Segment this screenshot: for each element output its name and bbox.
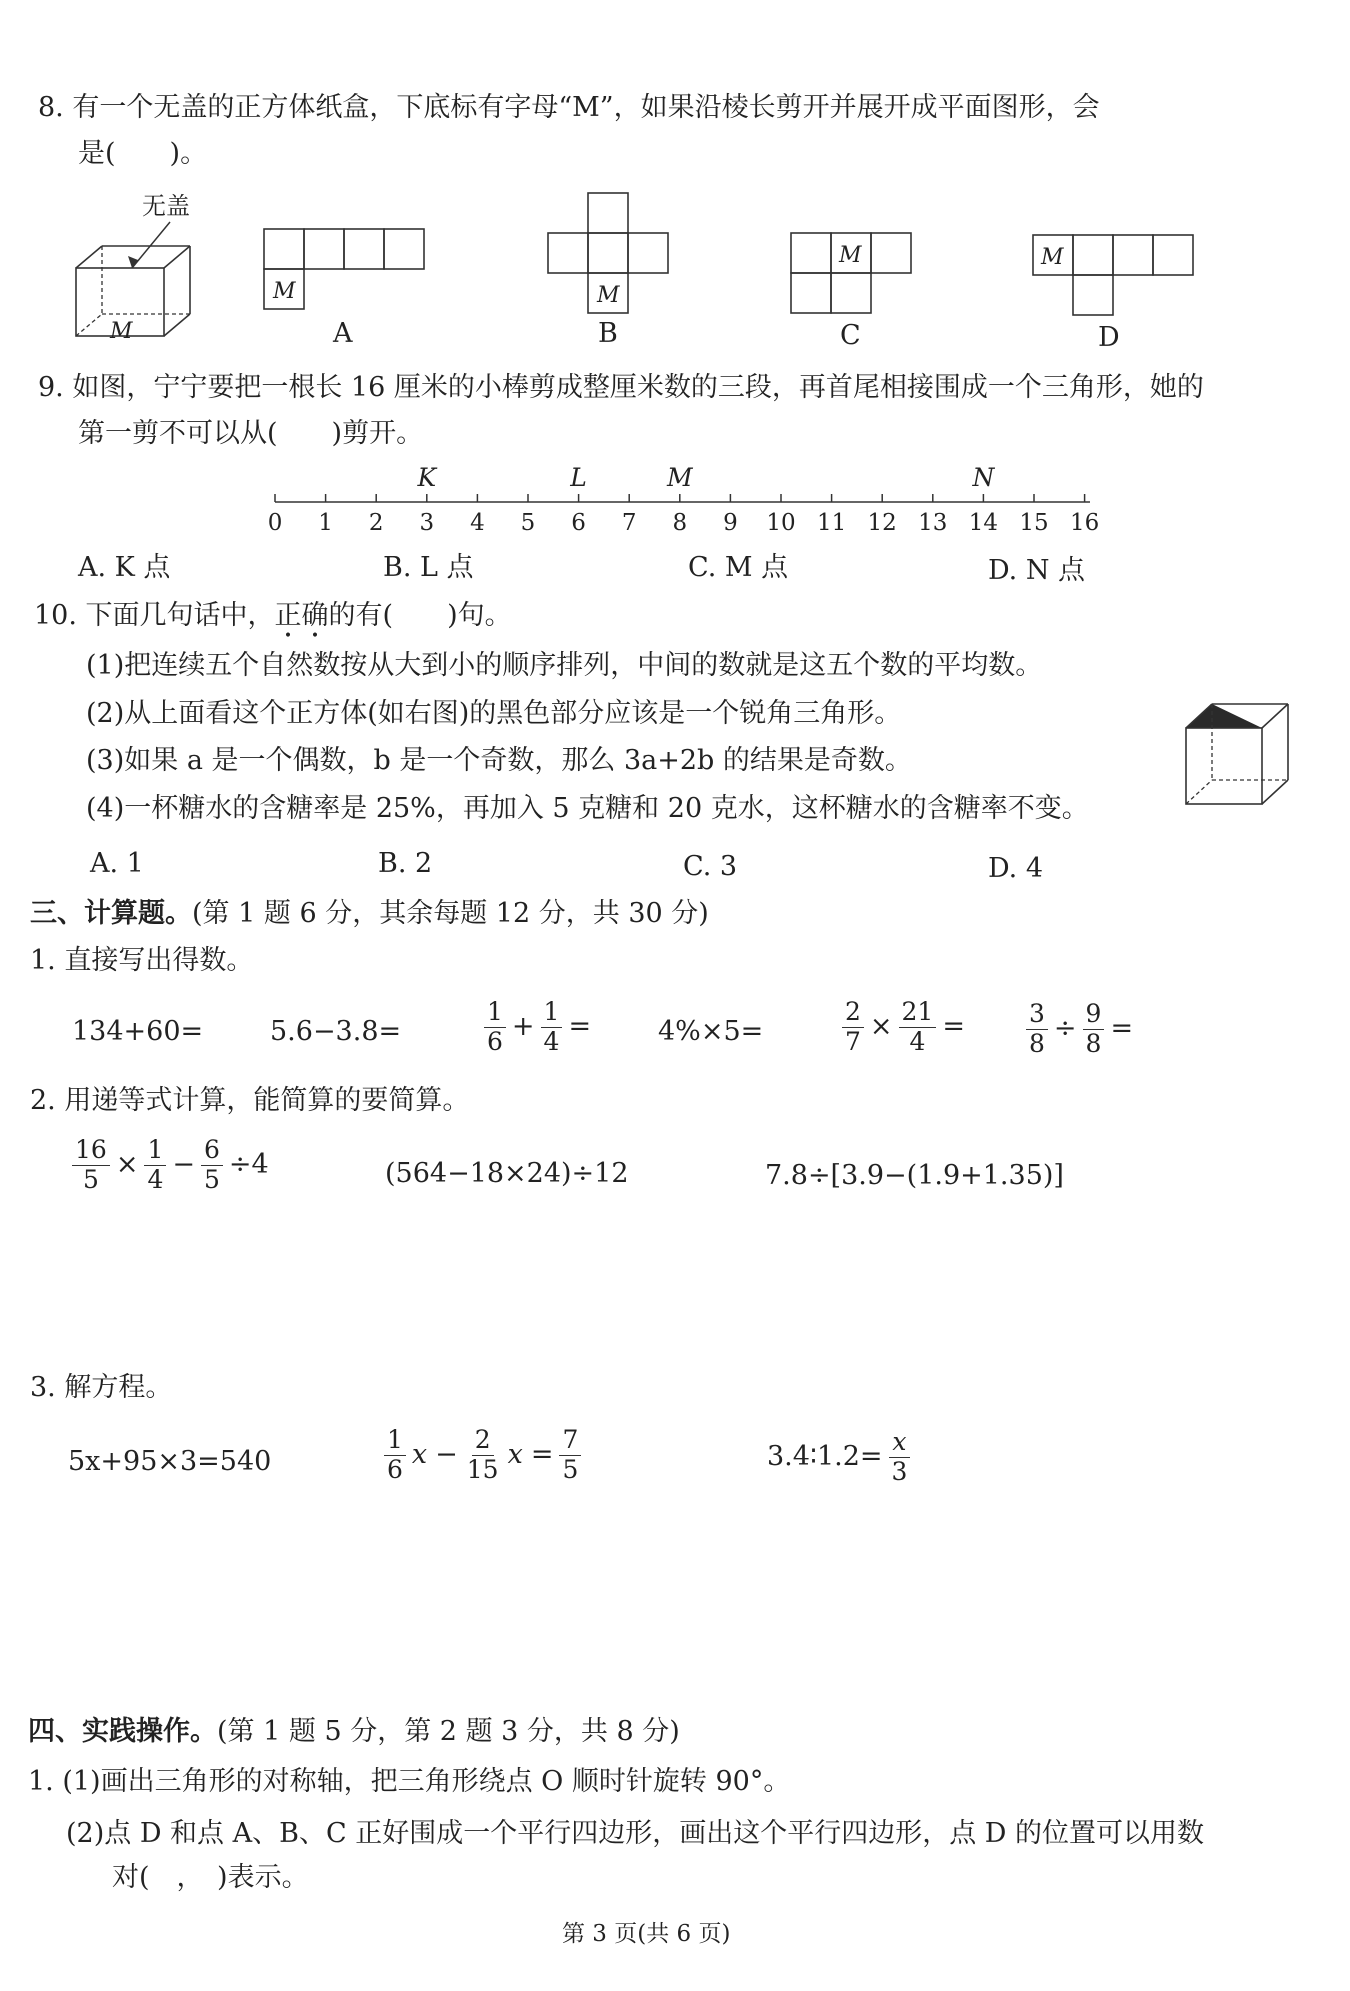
q10-item-3: (3)如果 a 是一个偶数，b 是一个奇数，那么 3a+2b 的结果是奇数。 xyxy=(86,745,912,776)
q3b-frac-1: $\frac{1}{6}$ xyxy=(384,1426,406,1485)
ruler-tick-label: 4 xyxy=(470,510,485,536)
e5-frac-b: $\frac{21}{4}$ xyxy=(899,998,937,1057)
ruler-point-label: K xyxy=(417,463,437,492)
s4-q1-line1: 1. (1)画出三角形的对称轴，把三角形绕点 O 顺时针旋转 90°。 xyxy=(28,1766,791,1797)
section4-note: (第 1 题 5 分，第 2 题 3 分，共 8 分) xyxy=(217,1716,680,1747)
section3-title: 三、计算题。 xyxy=(30,898,192,929)
page-footer: 第 3 页(共 6 页) xyxy=(562,1921,731,1947)
s3-q3-c: 3.4∶1.2= $\frac{x}{3}$ xyxy=(763,1428,912,1487)
q10-stem xyxy=(34,600,512,632)
s3-q1-e2: 5.6−3.8= xyxy=(270,1016,402,1047)
s3-q2-title: 2. 用递等式计算，能简算的要简算。 xyxy=(30,1085,470,1116)
ruler-tick-label: 12 xyxy=(867,510,897,536)
e3-frac-b: $\frac{1}{4}$ xyxy=(541,998,563,1057)
q10-option-d: D. 4 xyxy=(988,853,1044,884)
q9-ruler xyxy=(267,462,1100,542)
q10-item-2: (2)从上面看这个正方体(如右图)的黑色部分应该是一个锐角三角形。 xyxy=(86,698,902,729)
ruler-tick-label: 14 xyxy=(968,510,999,536)
ruler-tick-label: 11 xyxy=(816,510,847,536)
ruler-tick-label: 0 xyxy=(267,510,283,536)
black-triangle xyxy=(1186,704,1262,728)
section4-title: 四、实践操作。 xyxy=(28,1716,217,1747)
q10-cube-figure xyxy=(1180,700,1300,820)
e3-frac-a: $\frac{1}{6}$ xyxy=(484,998,506,1057)
e6-frac-b: $\frac{9}{8}$ xyxy=(1083,1000,1105,1059)
cube-no-lid-label: 无盖 xyxy=(142,192,190,220)
q8-option-b: B xyxy=(598,318,618,349)
ruler-point-label: L xyxy=(570,463,587,492)
q9-option-d: D. N 点 xyxy=(988,555,1086,586)
s3-q2-a: $\frac{16}{5}$ × $\frac{1}{4}$ − $\frac{6}{5}$ ÷4 xyxy=(70,1136,273,1195)
q9-option-c: C. M 点 xyxy=(688,552,789,583)
q3b-frac-3: $\frac{7}{5}$ xyxy=(559,1426,581,1485)
q3b-frac-2: $\frac{2}{15}$ xyxy=(466,1425,499,1484)
ruler-tick-label: 9 xyxy=(723,510,738,536)
q8-net-a xyxy=(263,228,433,318)
q10-emph-2: 确 xyxy=(301,600,329,631)
q8-net-c xyxy=(790,232,920,322)
s3-q3-b: $\frac{1}{6}$ x − $\frac{2}{15}$ x = $\frac{7}{5}$ xyxy=(382,1426,583,1485)
q8-option-d: D xyxy=(1098,322,1120,353)
s3-q1-e4: 4%×5= xyxy=(658,1016,764,1047)
section3-note: (第 1 题 6 分，其余每题 12 分，共 30 分) xyxy=(192,898,709,929)
e5-frac-a: $\frac{2}{7}$ xyxy=(842,998,864,1057)
q9-line1: 9. 如图，宁宁要把一根长 16 厘米的小棒剪成整厘米数的三段，再首尾相接围成一个三角形，她的 xyxy=(38,372,1204,403)
q10-item-1: (1)把连续五个自然数按从大到小的顺序排列，中间的数就是这五个数的平均数。 xyxy=(86,650,1043,681)
q10-emph-1: 正 xyxy=(274,600,302,631)
ruler-tick-label: 6 xyxy=(571,510,586,536)
q8-cube-figure xyxy=(70,190,210,350)
ruler-tick-label: 1 xyxy=(318,510,333,536)
q8-line2: 是( )。 xyxy=(78,138,208,169)
ruler-tick-label: 3 xyxy=(419,510,435,536)
q10-option-a: A. 1 xyxy=(90,848,144,879)
ruler-point-label: N xyxy=(972,463,995,492)
q8-net-b xyxy=(547,192,677,322)
ruler-tick-label: 8 xyxy=(672,510,688,536)
ruler-tick-label: 10 xyxy=(766,510,796,536)
section3-heading xyxy=(30,898,709,930)
s3-q3-a: 5x+95×3=540 xyxy=(68,1446,272,1477)
q10-item-4: (4)一杯糖水的含糖率是 25%，再加入 5 克糖和 20 克水，这杯糖水的含糖率不变。 xyxy=(86,793,1089,824)
net-d-letter: M xyxy=(1041,245,1064,270)
s3-q2-b: (564−18×24)÷12 xyxy=(385,1158,629,1189)
q10-suffix: 的有( )句。 xyxy=(328,600,512,631)
q2a-frac-2: $\frac{1}{4}$ xyxy=(144,1136,166,1195)
s3-q1-title: 1. 直接写出得数。 xyxy=(30,945,254,976)
ruler-tick-label: 7 xyxy=(621,510,637,536)
section4-heading xyxy=(28,1716,680,1748)
ruler-tick-label: 2 xyxy=(368,510,384,536)
e6-frac-a: $\frac{3}{8}$ xyxy=(1026,1000,1048,1059)
ruler-tick-label: 13 xyxy=(918,510,948,536)
cube-letter-m: M xyxy=(110,319,133,344)
net-b-letter: M xyxy=(597,283,620,308)
s3-q1-e5: $\frac{2}{7}$ × $\frac{21}{4}$ = xyxy=(840,998,969,1057)
ruler-tick-label: 16 xyxy=(1069,510,1100,536)
s3-q2-c: 7.8÷[3.9−(1.9+1.35)] xyxy=(765,1160,1064,1191)
q8-option-c: C xyxy=(840,320,861,351)
q10-prefix: 10. 下面几句话中， xyxy=(34,600,275,631)
s4-q1-line2: (2)点 D 和点 A、B、C 正好围成一个平行四边形，画出这个平行四边形，点 D 的位置可以用数 xyxy=(66,1818,1205,1849)
q9-line2: 第一剪不可以从( )剪开。 xyxy=(78,418,424,449)
q9-option-b: B. L 点 xyxy=(383,552,474,583)
q10-option-c: C. 3 xyxy=(683,851,738,882)
s3-q1-e1: 134+60= xyxy=(72,1016,204,1047)
q8-net-d xyxy=(1032,234,1202,324)
s3-q1-e3: $\frac{1}{6}$ + $\frac{1}{4}$ = xyxy=(482,998,595,1057)
q2a-frac-3: $\frac{6}{5}$ xyxy=(201,1136,223,1195)
s4-q1-line3: 对( ， )表示。 xyxy=(112,1862,309,1893)
q2a-frac-1: $\frac{16}{5}$ xyxy=(72,1136,110,1195)
net-c-letter: M xyxy=(839,243,862,268)
q3c-frac: $\frac{x}{3}$ xyxy=(889,1428,911,1487)
ruler-tick-label: 5 xyxy=(520,510,536,536)
net-a-letter: M xyxy=(273,279,296,304)
q8-option-a: A xyxy=(333,318,353,349)
q10-option-b: B. 2 xyxy=(378,848,433,879)
s3-q3-title: 3. 解方程。 xyxy=(30,1372,173,1403)
q9-option-a: A. K 点 xyxy=(78,552,171,583)
s3-q1-e6: $\frac{3}{8}$ ÷ $\frac{9}{8}$ = xyxy=(1024,1000,1137,1059)
ruler-tick-label: 15 xyxy=(1019,510,1049,536)
ruler-point-label: M xyxy=(666,463,693,492)
q8-line1: 8. 有一个无盖的正方体纸盒，下底标有字母“M”，如果沿棱长剪开并展开成平面图形，会 xyxy=(38,92,1100,123)
